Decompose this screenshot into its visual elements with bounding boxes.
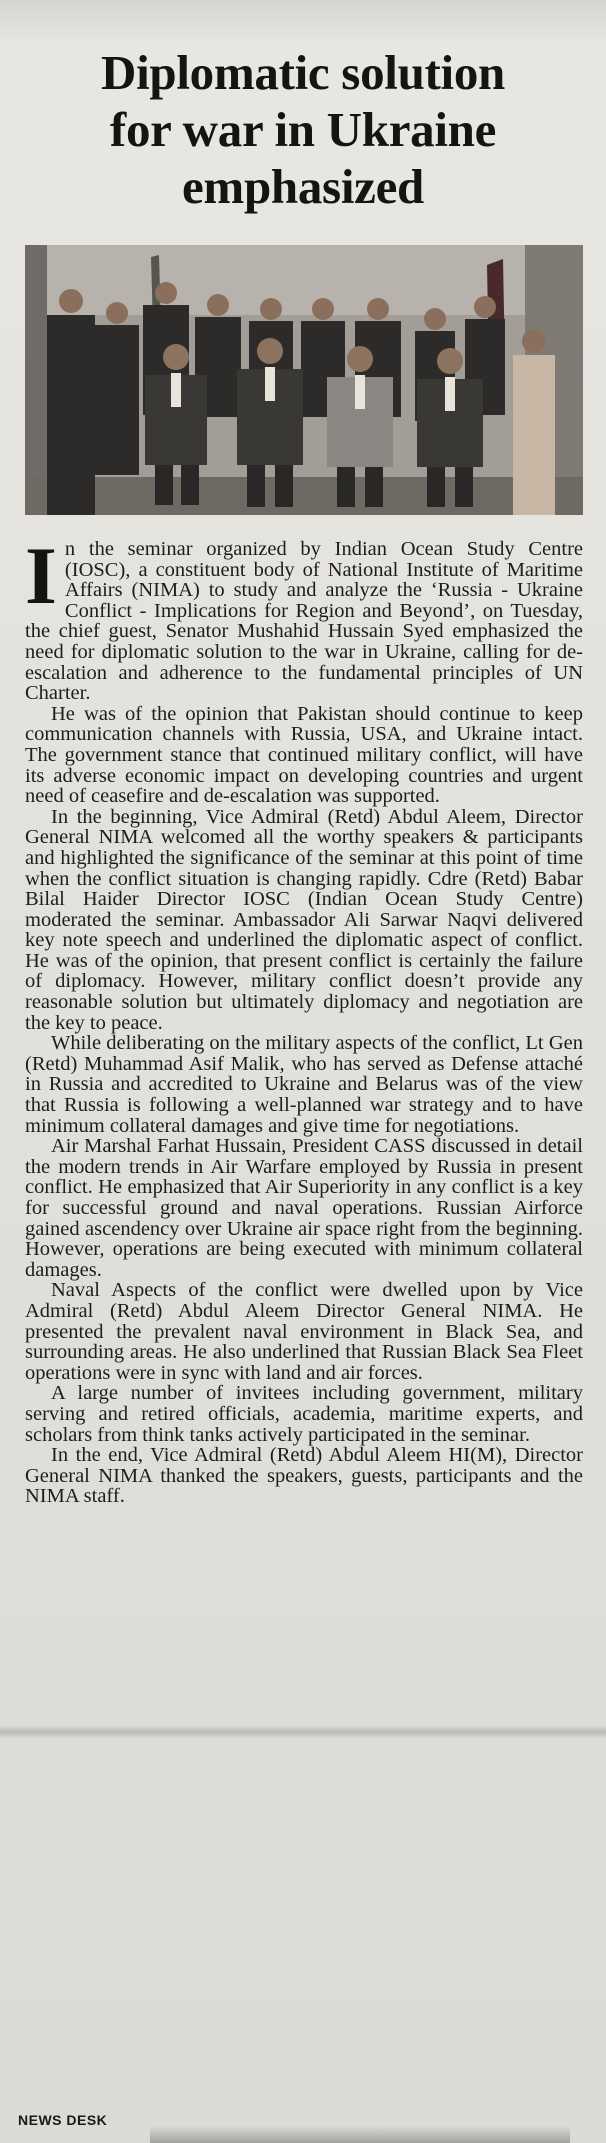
paper-fold-line <box>0 1725 606 1739</box>
paragraph-2: He was of the opinion that Pakistan should continue to keep communication channels with Russia, USA, and Ukraine intact. The government stance that continued military conflict, will have its adverse economic impact on developing countries and urgent need of ceasefire and de-escalation was supported. <box>25 702 583 808</box>
paragraph-6: Naval Aspects of the conflict were dwelled upon by Vice Admiral (Retd) Abdul Aleem Director General NIMA. He presented the prevalent naval environment in Black Sea, and surrounding areas. He also underlined that Russian Black Sea Fleet operations were in sync with land and air forces. <box>25 1279 583 1384</box>
headline-line-3: emphasized <box>181 159 424 214</box>
group-photo <box>25 245 583 515</box>
paragraph-8: In the end, Vice Admiral (Retd) Abdul Aleem HI(M), Director General NIMA thanked the speakers, guests, participants and the NIMA staff. <box>25 1444 583 1508</box>
group-photo-icon <box>25 245 583 515</box>
paragraph-3: In the beginning, Vice Admiral (Retd) Abdul Aleem, Director General NIMA welcomed all the worthy speakers & participants and highlighted the significance of the seminar at this point of time when the conflict situation is changing rapidly. Cdre (Retd) Babar Bilal Haider Director IOSC (Indian Ocean Study Centre) moderated the seminar. Ambassador Ali Sarwar Naqvi delivered key note speech and underlined the diplomatic aspect of conflict. He was of the opinion, that present conflict is certainly the failure of diplomacy. However, military conflict doesn’t provide any reasonable solution but ultimately diplomacy and negotiation are the key to peace. <box>25 805 583 1034</box>
headline-line-1: Diplomatic solution <box>100 45 506 100</box>
paragraph-1 <box>25 530 583 705</box>
paragraph-4: While deliberating on the military aspects of the conflict, Lt Gen (Retd) Muhammad Asif Malik, who has served as Defense attaché in Russia and accredited to Ukraine and Belarus was of the view that Russia is following a well-planned war strategy and to have minimum collateral damages and give time for negotiations. <box>25 1032 583 1137</box>
dropcap: I <box>25 530 57 621</box>
article-body <box>25 530 583 1508</box>
byline: NEWS DESK <box>18 2112 108 2128</box>
next-article-bleed <box>150 2126 570 2143</box>
headline-line-2: for war in Ukraine <box>109 102 497 157</box>
paragraph-1-text: n the seminar organized by Indian Ocean Study Centre (IOSC), a constituent body of National Institute of Maritime Affairs (NIMA) to study and analyze the ‘Russia - Ukraine Conflict - Implications for Region and Beyond’, on Tuesday, the chief guest, Senator Mushahid Hussain Syed emphasized the need for diplomatic solution to the war in Ukraine, calling for de-escalation and adherence to the fundamental principles of UN Charter. <box>25 538 583 705</box>
paragraph-7: A large number of invitees including government, military serving and retired officials, academia, maritime experts, and scholars from think tanks actively participated in the seminar. <box>25 1382 583 1446</box>
paragraph-5: Air Marshal Farhat Hussain, President CASS discussed in detail the modern trends in Air Warfare employed by Russia in present conflict. He emphasized that Air Superiority in any conflict is a key for successful ground and naval operations. Russian Airforce gained ascendency over Ukraine air space right from the beginning. However, operations are being executed with minimum collateral damages. <box>25 1135 583 1281</box>
headline <box>0 0 606 215</box>
